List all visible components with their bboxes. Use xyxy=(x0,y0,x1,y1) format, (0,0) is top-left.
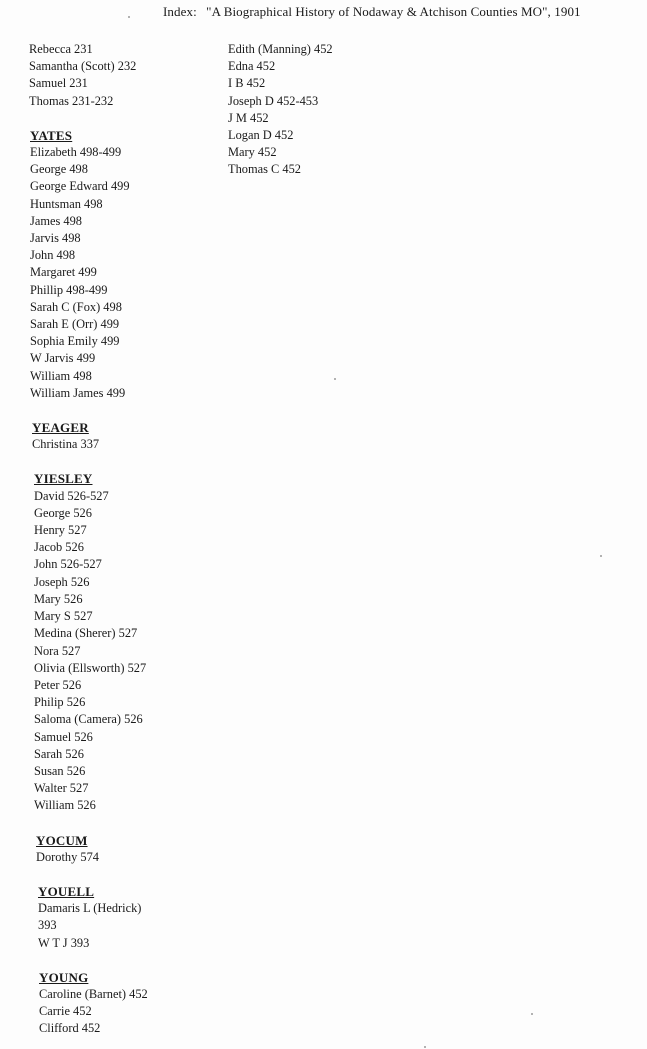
name-entry: William 526 xyxy=(34,798,96,813)
name-entry: Nora 527 xyxy=(34,643,81,658)
name-entry: I B 452 xyxy=(228,76,266,91)
name-entry: Logan D 452 xyxy=(228,128,294,143)
left-column xyxy=(29,41,148,1038)
name-entry: Walter 527 xyxy=(34,781,89,796)
surname-group-yiesley xyxy=(29,470,148,814)
name-entry: Carrie 452 xyxy=(39,1004,92,1019)
name-entry: Elizabeth 498-499 xyxy=(30,145,122,160)
name-entry: Medina (Sherer) 527 xyxy=(34,626,138,641)
name-entry: Margaret 499 xyxy=(30,265,97,280)
surname-group-yocum xyxy=(29,832,148,866)
surname-group-yates xyxy=(29,127,148,402)
name-entry: James 498 xyxy=(30,213,82,228)
name-entry: Clifford 452 xyxy=(39,1021,101,1036)
surname-group-youell xyxy=(29,883,148,952)
name-entry: Mary S 527 xyxy=(34,609,93,624)
right-column xyxy=(228,41,333,179)
name-entry: 393 xyxy=(38,918,57,933)
name-entry: Susan 526 xyxy=(34,763,86,778)
continued-entries xyxy=(228,41,333,179)
name-entry: Samuel 526 xyxy=(34,729,93,744)
name-entry: William 498 xyxy=(30,368,92,383)
name-entry: Peter 526 xyxy=(34,677,82,692)
name-entry: W Jarvis 499 xyxy=(30,351,96,366)
name-entry: David 526-527 xyxy=(34,488,109,503)
surname-heading: YEAGER xyxy=(32,420,89,436)
continued-entries xyxy=(29,41,148,110)
name-entry: Phillip 498-499 xyxy=(30,282,108,297)
name-entry: Huntsman 498 xyxy=(30,196,103,211)
name-entry: Edna 452 xyxy=(228,59,276,74)
scan-speck xyxy=(600,555,602,557)
surname-heading: YIESLEY xyxy=(34,471,93,487)
name-entry: Olivia (Ellsworth) 527 xyxy=(34,660,147,675)
name-entry: Thomas 231-232 xyxy=(29,93,114,108)
name-entry: Jacob 526 xyxy=(34,540,84,555)
name-entry: Saloma (Camera) 526 xyxy=(34,712,143,727)
name-entry: Damaris L (Hedrick) xyxy=(38,901,142,916)
scan-speck xyxy=(334,378,336,380)
name-entry: Dorothy 574 xyxy=(36,849,99,864)
name-entry: Joseph D 452-453 xyxy=(228,93,319,108)
surname-group-yeager xyxy=(29,419,148,453)
name-entry: John 526-527 xyxy=(34,557,102,572)
name-entry: George Edward 499 xyxy=(30,179,130,194)
surname-heading: YOCUM xyxy=(36,832,88,848)
scan-speck xyxy=(424,1046,426,1048)
page-header xyxy=(163,4,581,20)
name-entry: Samantha (Scott) 232 xyxy=(29,59,137,74)
name-entry: Edith (Manning) 452 xyxy=(228,42,333,56)
name-entry: George 498 xyxy=(30,162,88,177)
name-entry: Thomas C 452 xyxy=(228,162,301,177)
name-entry: Caroline (Barnet) 452 xyxy=(39,986,148,1001)
book-title: "A Biographical History of Nodaway & Atchison Counties MO", 1901 xyxy=(206,4,581,19)
name-entry: Rebecca 231 xyxy=(29,42,93,56)
name-entry: Mary 526 xyxy=(34,591,83,606)
name-entry: John 498 xyxy=(30,248,76,263)
surname-group-young xyxy=(29,969,148,1038)
surname-heading: YOUELL xyxy=(38,883,95,899)
name-entry: Joseph 526 xyxy=(34,574,90,589)
scan-speck xyxy=(128,16,130,18)
name-entry: W T J 393 xyxy=(38,935,90,950)
name-entry: Sarah 526 xyxy=(34,746,84,761)
name-entry: Sophia Emily 499 xyxy=(30,334,120,349)
name-entry: Mary 452 xyxy=(228,145,277,160)
name-entry: Christina 337 xyxy=(32,437,100,452)
scan-speck xyxy=(531,1013,533,1015)
name-entry: William James 499 xyxy=(30,385,126,400)
surname-heading: YOUNG xyxy=(39,969,89,985)
name-entry: J M 452 xyxy=(228,110,269,125)
name-entry: Samuel 231 xyxy=(29,76,88,91)
name-entry: George 526 xyxy=(34,505,92,520)
name-entry: Sarah E (Orr) 499 xyxy=(30,317,120,332)
name-entry: Sarah C (Fox) 498 xyxy=(30,299,122,314)
name-entry: Philip 526 xyxy=(34,695,86,710)
index-label: Index: xyxy=(163,4,197,19)
name-entry: Henry 527 xyxy=(34,523,87,538)
surname-heading: YATES xyxy=(30,127,73,143)
name-entry: Jarvis 498 xyxy=(30,231,81,246)
